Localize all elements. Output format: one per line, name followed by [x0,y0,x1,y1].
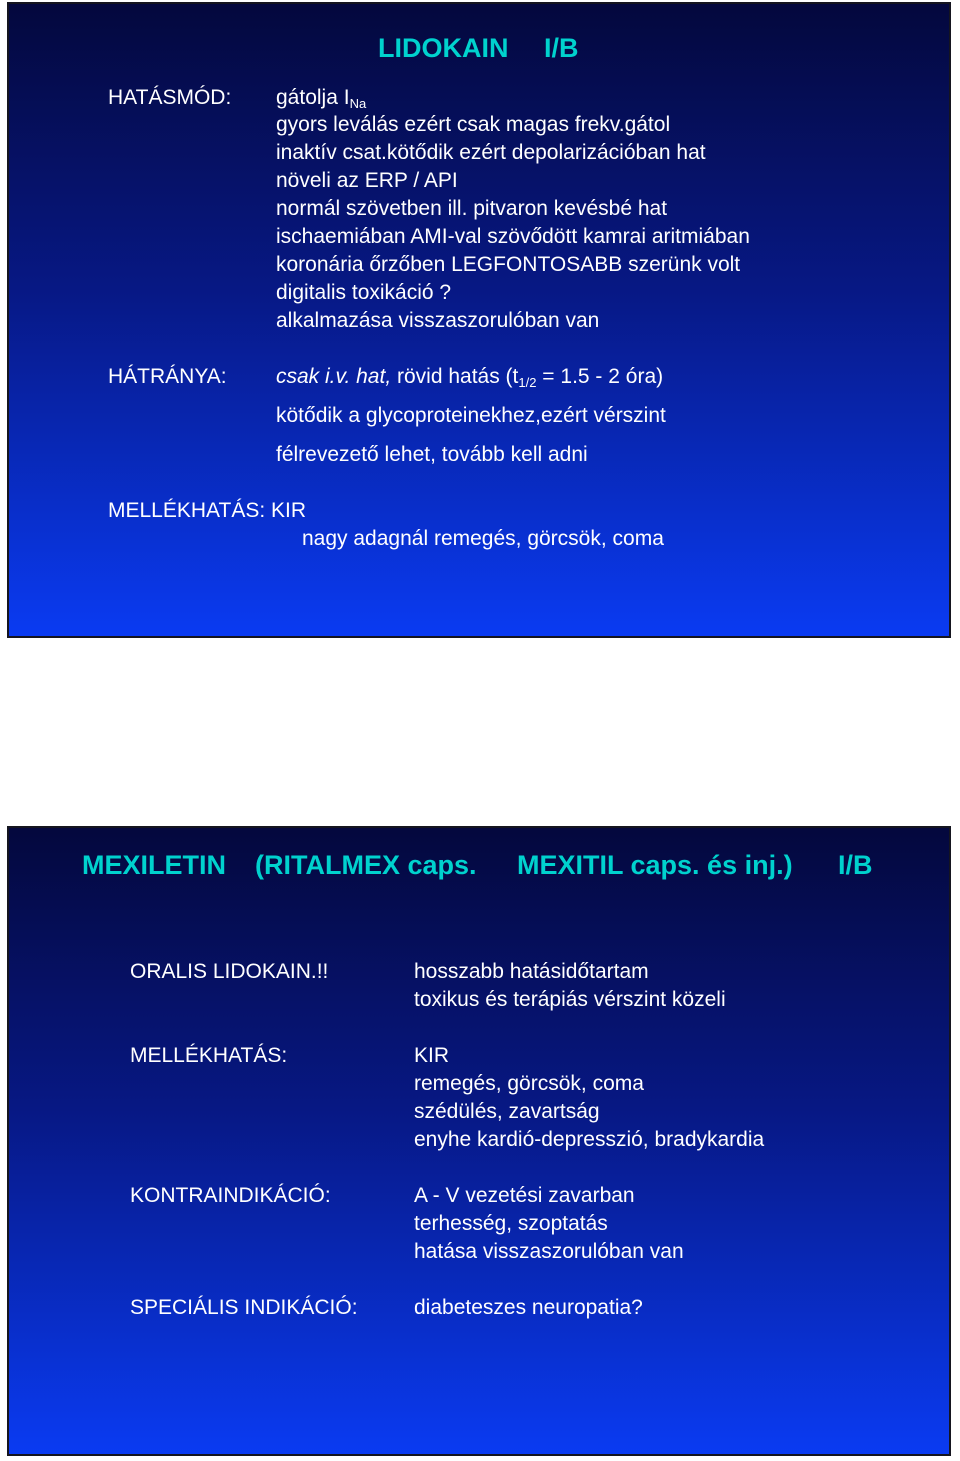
row-label-mellekhatas: MELLÉKHATÁS: [130,1044,288,1067]
slide-title-class: I/B [838,850,873,880]
hatranya-line-1-end: = 1.5 - 2 óra) [536,365,664,388]
hatranya-line-1-sub: 1/2 [518,375,537,390]
hatasmod-line: ischaemiában AMI-val szövődött kamrai aritmiában [276,225,750,248]
hatasmod-line: alkalmazása visszaszorulóban van [276,309,600,332]
row-line: enyhe kardió-depresszió, bradykardia [414,1128,765,1151]
slide-title-brands-2: MEXITIL caps. és inj.) [517,850,793,880]
hatranya-line-1 [276,363,663,391]
hatasmod-label: HATÁSMÓD: [108,86,232,109]
hatasmod-line-1-text: gátolja I [276,86,350,109]
hatasmod-line: digitalis toxikáció ? [276,281,452,304]
mellekhatas-label: MELLÉKHATÁS: KIR [108,499,307,522]
row-line: hatása visszaszorulóban van [414,1240,684,1263]
mellekhatas-line: nagy adagnál remegés, görcsök, coma [302,527,664,550]
hatasmod-line: koronária őrzőben LEGFONTOSABB szerünk volt [276,253,741,276]
slide-title-brands: (RITALMEX caps. [255,850,477,880]
hatasmod-line: növeli az ERP / API [276,169,458,192]
hatasmod-line: gyors leválás ezért csak magas frekv.gátol [276,113,671,136]
hatasmod-line: inaktív csat.kötődik ezért depolarizációban hat [276,141,706,164]
hatranya-label: HÁTRÁNYA: [108,365,227,388]
slide-title-class: I/B [544,33,579,63]
slide-mexiletin [7,826,951,1456]
slide-title-name: MEXILETIN [82,850,227,880]
hatranya-line: félrevezető lehet, tovább kell adni [276,443,588,466]
hatasmod-line-1 [276,84,366,112]
slide-lidokain [7,2,951,638]
row-line: A - V vezetési zavarban [414,1184,635,1207]
row-label-kontraindikacio: KONTRAINDIKÁCIÓ: [130,1184,331,1207]
row-label-specialis-indikacio: SPECIÁLIS INDIKÁCIÓ: [130,1296,358,1319]
hatasmod-line-1-sub: Na [349,96,367,111]
hatranya-line-1-italic: csak i.v. hat, [276,365,392,388]
slide-title-name: LIDOKAIN [378,33,509,63]
row-line: szédülés, zavartság [414,1100,600,1123]
hatranya-line-1-text: rövid hatás (t [391,365,519,388]
row-line: terhesség, szoptatás [414,1212,608,1235]
row-label-oralis: ORALIS LIDOKAIN.!! [130,960,329,983]
row-line: diabeteszes neuropatia? [414,1296,643,1319]
hatasmod-line: normál szövetben ill. pitvaron kevésbé hat [276,197,668,220]
row-line: hosszabb hatásidőtartam [414,960,649,983]
row-line: toxikus és terápiás vérszint közeli [414,988,726,1011]
row-line: remegés, görcsök, coma [414,1072,644,1095]
row-line: KIR [414,1044,450,1067]
hatranya-line: kötődik a glycoproteinekhez,ezért vérszint [276,404,666,427]
